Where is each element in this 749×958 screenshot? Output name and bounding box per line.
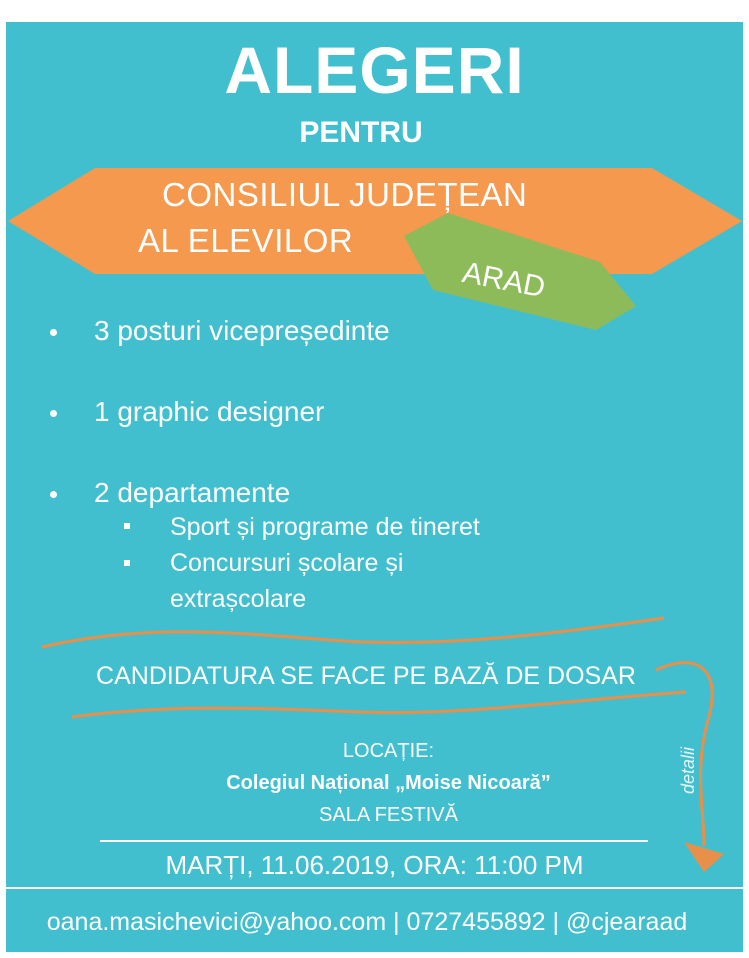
- poster-subtitle: PENTRU: [299, 116, 423, 149]
- divider: [100, 840, 648, 842]
- bullet-dot-icon: [50, 329, 57, 336]
- bullet-square-icon: [124, 523, 130, 529]
- list-item: 2 departamente: [94, 477, 291, 508]
- location-room: SALA FESTIVĂ: [319, 804, 458, 826]
- location-venue: Colegiul Național „Moise Nicoară”: [226, 772, 551, 794]
- poster-title: ALEGERI: [224, 33, 525, 107]
- call-to-action: CANDIDATURA SE FACE PE BAZĂ DE DOSAR: [96, 662, 636, 690]
- bullet-dot-icon: [50, 410, 57, 417]
- sub-list-item: Concursuri școlare și: [170, 549, 404, 577]
- sub-list-item-continued: extrașcolare: [170, 585, 307, 613]
- sub-list-item: Sport și programe de tineret: [170, 513, 480, 541]
- banner-line-2: AL ELEVILOR: [138, 222, 354, 259]
- bullet-dot-icon: [50, 491, 57, 498]
- wave-line-bottom: [72, 692, 686, 717]
- tag-arad: ARAD: [459, 256, 548, 305]
- list-item: 1 graphic designer: [94, 396, 325, 427]
- banner-line-1: CONSILIUL JUDEȚEAN: [162, 176, 528, 213]
- location-label: LOCAȚIE:: [342, 740, 435, 762]
- wave-line-top: [42, 618, 664, 647]
- footer-divider: [6, 887, 743, 889]
- event-date: MARȚI, 11.06.2019, ORA: 11:00 PM: [165, 850, 584, 880]
- list-item: 3 posturi vicepreședinte: [94, 315, 390, 346]
- bullet-square-icon: [124, 560, 130, 566]
- contact-footer: oana.masichevici@yahoo.com | 0727455892 | @cjearaad: [46, 908, 688, 936]
- details-label: detalii: [678, 746, 698, 794]
